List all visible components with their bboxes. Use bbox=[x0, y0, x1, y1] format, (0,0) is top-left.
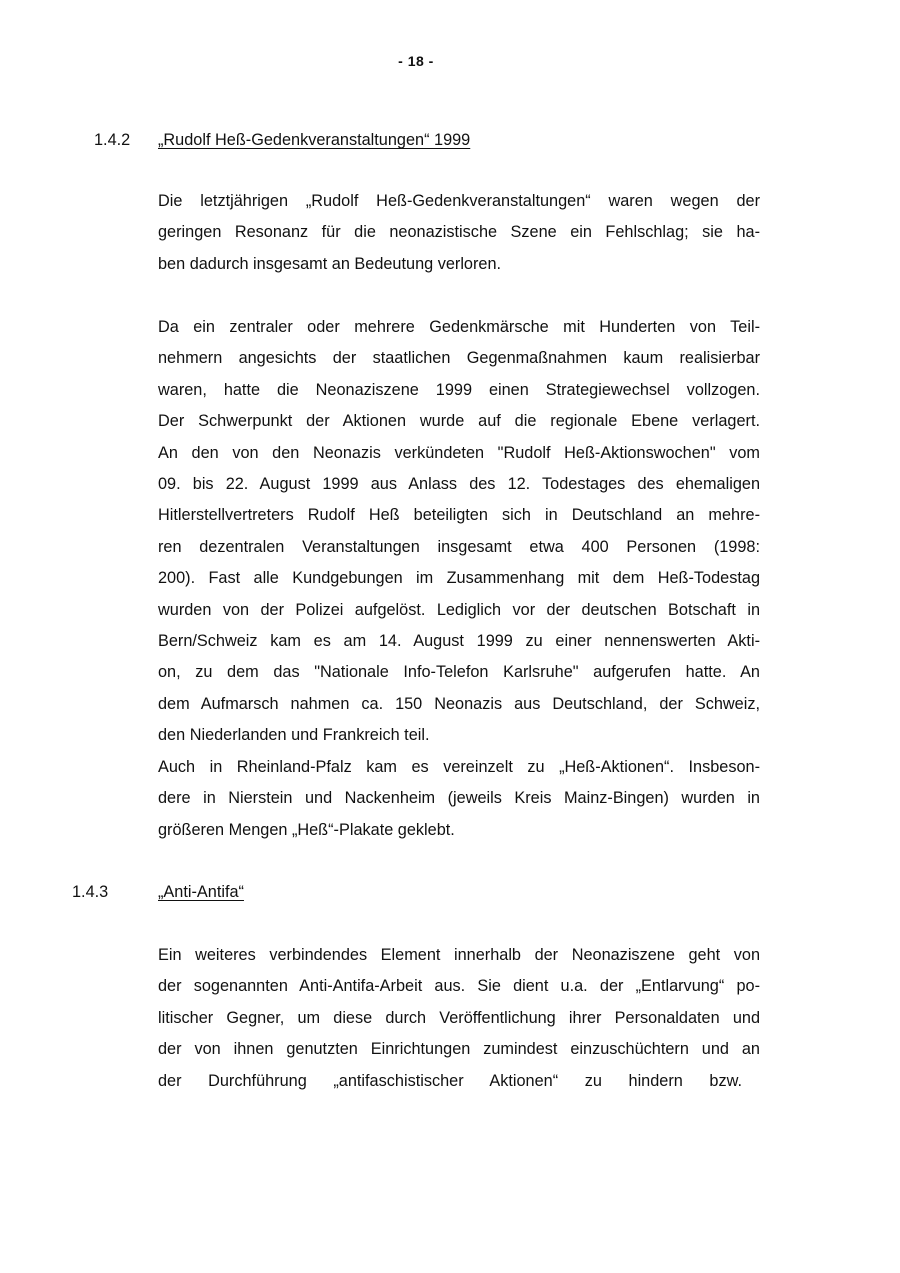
page-number: - 18 - bbox=[398, 53, 434, 69]
paragraph-hess-intro bbox=[158, 186, 760, 280]
text-line: on, zu dem das "Nationale Info-Telefon Karlsruhe" aufgerufen hatte. An bbox=[158, 663, 760, 682]
paragraph-anti-antifa bbox=[158, 940, 760, 1097]
text-line: der Durchführung „antifaschistischer Aktionen“ zu hindern bzw. bbox=[158, 1071, 742, 1090]
text-line: An den von den Neonazis verkündeten "Rudolf Heß-Aktionswochen" vom bbox=[158, 443, 760, 462]
text-line: wurden von der Polizei aufgelöst. Lediglich vor der deutschen Botschaft in bbox=[158, 600, 760, 619]
paragraph-hess-events bbox=[158, 312, 760, 751]
section-number: 1.4.3 bbox=[72, 883, 109, 901]
text-line: dem Aufmarsch nahmen ca. 150 Neonazis aus Deutschland, der Schweiz, bbox=[158, 694, 760, 713]
text-line: den Niederlanden und Frankreich teil. bbox=[158, 726, 430, 745]
text-line: der von ihnen genutzten Einrichtungen zumindest einzuschüchtern und an bbox=[158, 1040, 760, 1059]
text-line: 09. bis 22. August 1999 aus Anlass des 12. Todestages des ehemaligen bbox=[158, 474, 760, 493]
section-title: „Anti-Antifa“ bbox=[158, 883, 244, 901]
text-line: ben dadurch insgesamt an Bedeutung verloren. bbox=[158, 254, 502, 273]
text-line: litischer Gegner, um diese durch Veröffentlichung ihrer Personaldaten und bbox=[158, 1008, 760, 1027]
text-line: Bern/Schweiz kam es am 14. August 1999 zu einer nennenswerten Akti- bbox=[158, 631, 760, 650]
text-line: 200). Fast alle Kundgebungen im Zusammenhang mit dem Heß-Todestag bbox=[158, 569, 760, 588]
paragraph-hess-rheinland-pfalz bbox=[158, 752, 760, 846]
section-title: „Rudolf Heß-Gedenkveranstaltungen“ 1999 bbox=[158, 131, 471, 149]
text-line: dere in Nierstein und Nackenheim (jeweils Kreis Mainz-Bingen) wurden in bbox=[158, 789, 760, 808]
text-line: geringen Resonanz für die neonazistische Szene ein Fehlschlag; sie ha- bbox=[158, 223, 760, 242]
text-line: größeren Mengen „Heß“-Plakate geklebt. bbox=[158, 820, 455, 839]
text-line: der sogenannten Anti-Antifa-Arbeit aus. Sie dient u.a. der „Entlarvung“ po- bbox=[158, 977, 760, 996]
text-line: Hitlerstellvertreters Rudolf Heß beteiligten sich in Deutschland an mehre- bbox=[158, 506, 760, 525]
section-number: 1.4.2 bbox=[94, 131, 131, 149]
text-line: Da ein zentraler oder mehrere Gedenkmärsche mit Hunderten von Teil- bbox=[158, 318, 760, 336]
text-line: Der Schwerpunkt der Aktionen wurde auf die regionale Ebene verlagert. bbox=[158, 412, 760, 431]
text-line: waren, hatte die Neonaziszene 1999 einen Strategiewechsel vollzogen. bbox=[158, 380, 760, 399]
text-line: nehmern angesichts der staatlichen Gegenmaßnahmen kaum realisierbar bbox=[158, 349, 760, 368]
text-line: Die letztjährigen „Rudolf Heß-Gedenkveranstaltungen“ waren wegen der bbox=[158, 192, 760, 210]
text-line: Auch in Rheinland-Pfalz kam es vereinzelt zu „Heß-Aktionen“. Insbeson- bbox=[158, 758, 760, 776]
text-line: Ein weiteres verbindendes Element innerhalb der Neonaziszene geht von bbox=[158, 946, 760, 964]
text-line: ren dezentralen Veranstaltungen insgesamt etwa 400 Personen (1998: bbox=[158, 537, 760, 556]
